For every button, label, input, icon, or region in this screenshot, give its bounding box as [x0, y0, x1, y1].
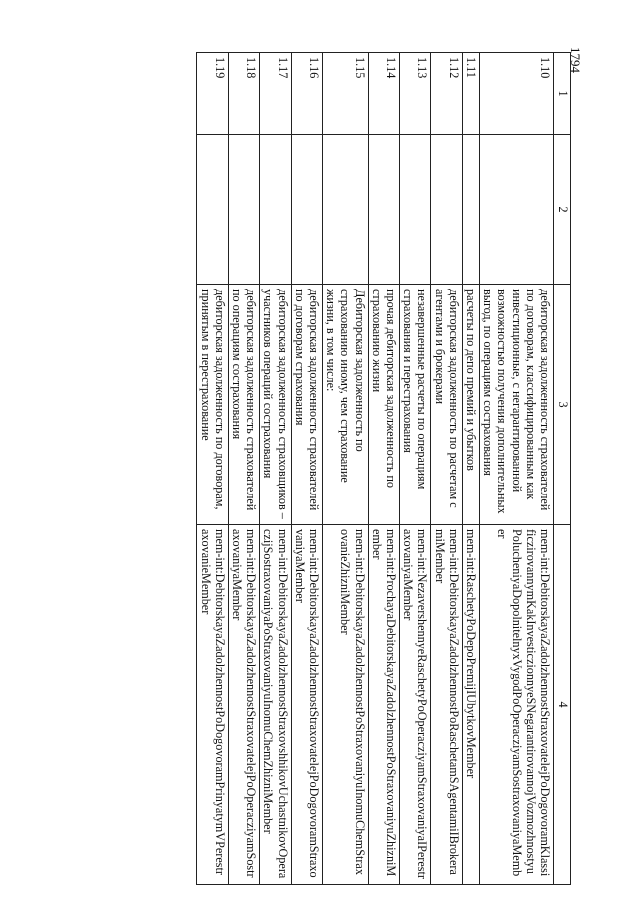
row-description: дебиторская задолженность страховщиков – участников операций сострахования: [260, 285, 291, 525]
row-member-tag: mem-int:DebitorskayaZadolzhennostStraxovatelejPoDogovoramStraxovaniyaMember: [291, 525, 322, 885]
row-col2: [291, 135, 322, 285]
row-description: дебиторская задолженность страхователей по договорам, классифицированным как инвестиционные, с негарантированной возможностью получения дополнительных выгод, по операциям сострахования: [479, 285, 553, 525]
row-col2: [479, 135, 553, 285]
page-number: 1794: [568, 47, 583, 73]
row-member-tag: mem-int:DebitorskayaZadolzhennostPoRaschetamSAgentamiIBrokeramiMember: [431, 525, 462, 885]
row-number: 1.11: [462, 53, 479, 135]
table-row: [322, 53, 368, 885]
table-row: [431, 53, 462, 885]
row-description: дебиторская задолженность по договорам, принятым в перестрахование: [197, 285, 228, 525]
row-number: 1.19: [197, 53, 228, 135]
row-col2: [260, 135, 291, 285]
table-row: [399, 53, 430, 885]
row-description: прочая дебиторская задолженность по страхованию жизни: [368, 285, 399, 525]
row-col2: [368, 135, 399, 285]
row-number: 1.10: [479, 53, 553, 135]
row-col2: [322, 135, 368, 285]
row-number: 1.13: [399, 53, 430, 135]
data-table: [196, 52, 571, 885]
row-description: дебиторская задолженность страхователей по операциям сострахования: [228, 285, 259, 525]
row-col2: [399, 135, 430, 285]
rotated-table-container: [43, 52, 571, 884]
row-member-tag: mem-int:ProchayaDebitorskayaZadolzhennostPoStraxovaniyuZhizniMember: [368, 525, 399, 885]
table-row: [368, 53, 399, 885]
table-row: [228, 53, 259, 885]
row-number: 1.17: [260, 53, 291, 135]
row-description: незавершенные расчеты по операциям страхования и перестрахования: [399, 285, 430, 525]
row-number: 1.12: [431, 53, 462, 135]
row-member-tag: mem-int:DebitorskayaZadolzhennostStraxovatelejPoOperacziyamSostraxovaniyaMember: [228, 525, 259, 885]
row-member-tag: mem-int:DebitorskayaZadolzhennostStraxovatelejPoDogovoramKlassificzirovannymKakInvesticzionnyeSNegarantirovannojVozmozhnostyuPolucheniyaDopolnitelnyxVygodPoOperacziyamSostraxovaniyaMember: [479, 525, 553, 885]
header-row: [554, 53, 571, 885]
table-row: [260, 53, 291, 885]
row-col2: [197, 135, 228, 285]
row-member-tag: mem-int:DebitorskayaZadolzhennostPoDogovoramPrinyatymVPerestraxovanieMember: [197, 525, 228, 885]
row-member-tag: mem-int:RaschetyPoDepoPremijIUbytkovMember: [462, 525, 479, 885]
table-row: [197, 53, 228, 885]
row-col2: [462, 135, 479, 285]
row-number: 1.18: [228, 53, 259, 135]
column-header-3: 3: [554, 285, 571, 525]
row-description: дебиторская задолженность страхователей по договорам страхования: [291, 285, 322, 525]
row-member-tag: mem-int:DebitorskayaZadolzhennostStraxovshhikovUchastnikovOperaczijSostraxovaniyaPoStraxovaniyuInomuChemZhizniMember: [260, 525, 291, 885]
row-member-tag: mem-int:DebitorskayaZadolzhennostPoStraxovaniyuInomuChemStraxovanieZhizniMember: [322, 525, 368, 885]
table-row: [291, 53, 322, 885]
column-header-2: 2: [554, 135, 571, 285]
row-number: 1.15: [322, 53, 368, 135]
table-row: [462, 53, 479, 885]
column-header-4: 4: [554, 525, 571, 885]
column-header-1: 1: [554, 53, 571, 135]
table-row: [479, 53, 553, 885]
row-description: Дебиторская задолженность по страхованию иному, чем страхование жизни, в том числе:: [322, 285, 368, 525]
row-number: 1.14: [368, 53, 399, 135]
row-description: расчеты по депо премий и убытков: [462, 285, 479, 525]
row-number: 1.16: [291, 53, 322, 135]
row-member-tag: mem-int:NezavershennyeRaschetyPoOperacziyamStraxovaniyaIPerestraxovaniyaMember: [399, 525, 430, 885]
row-description: дебиторская задолженность по расчетам с агентами и брокерами: [431, 285, 462, 525]
row-col2: [228, 135, 259, 285]
row-col2: [431, 135, 462, 285]
